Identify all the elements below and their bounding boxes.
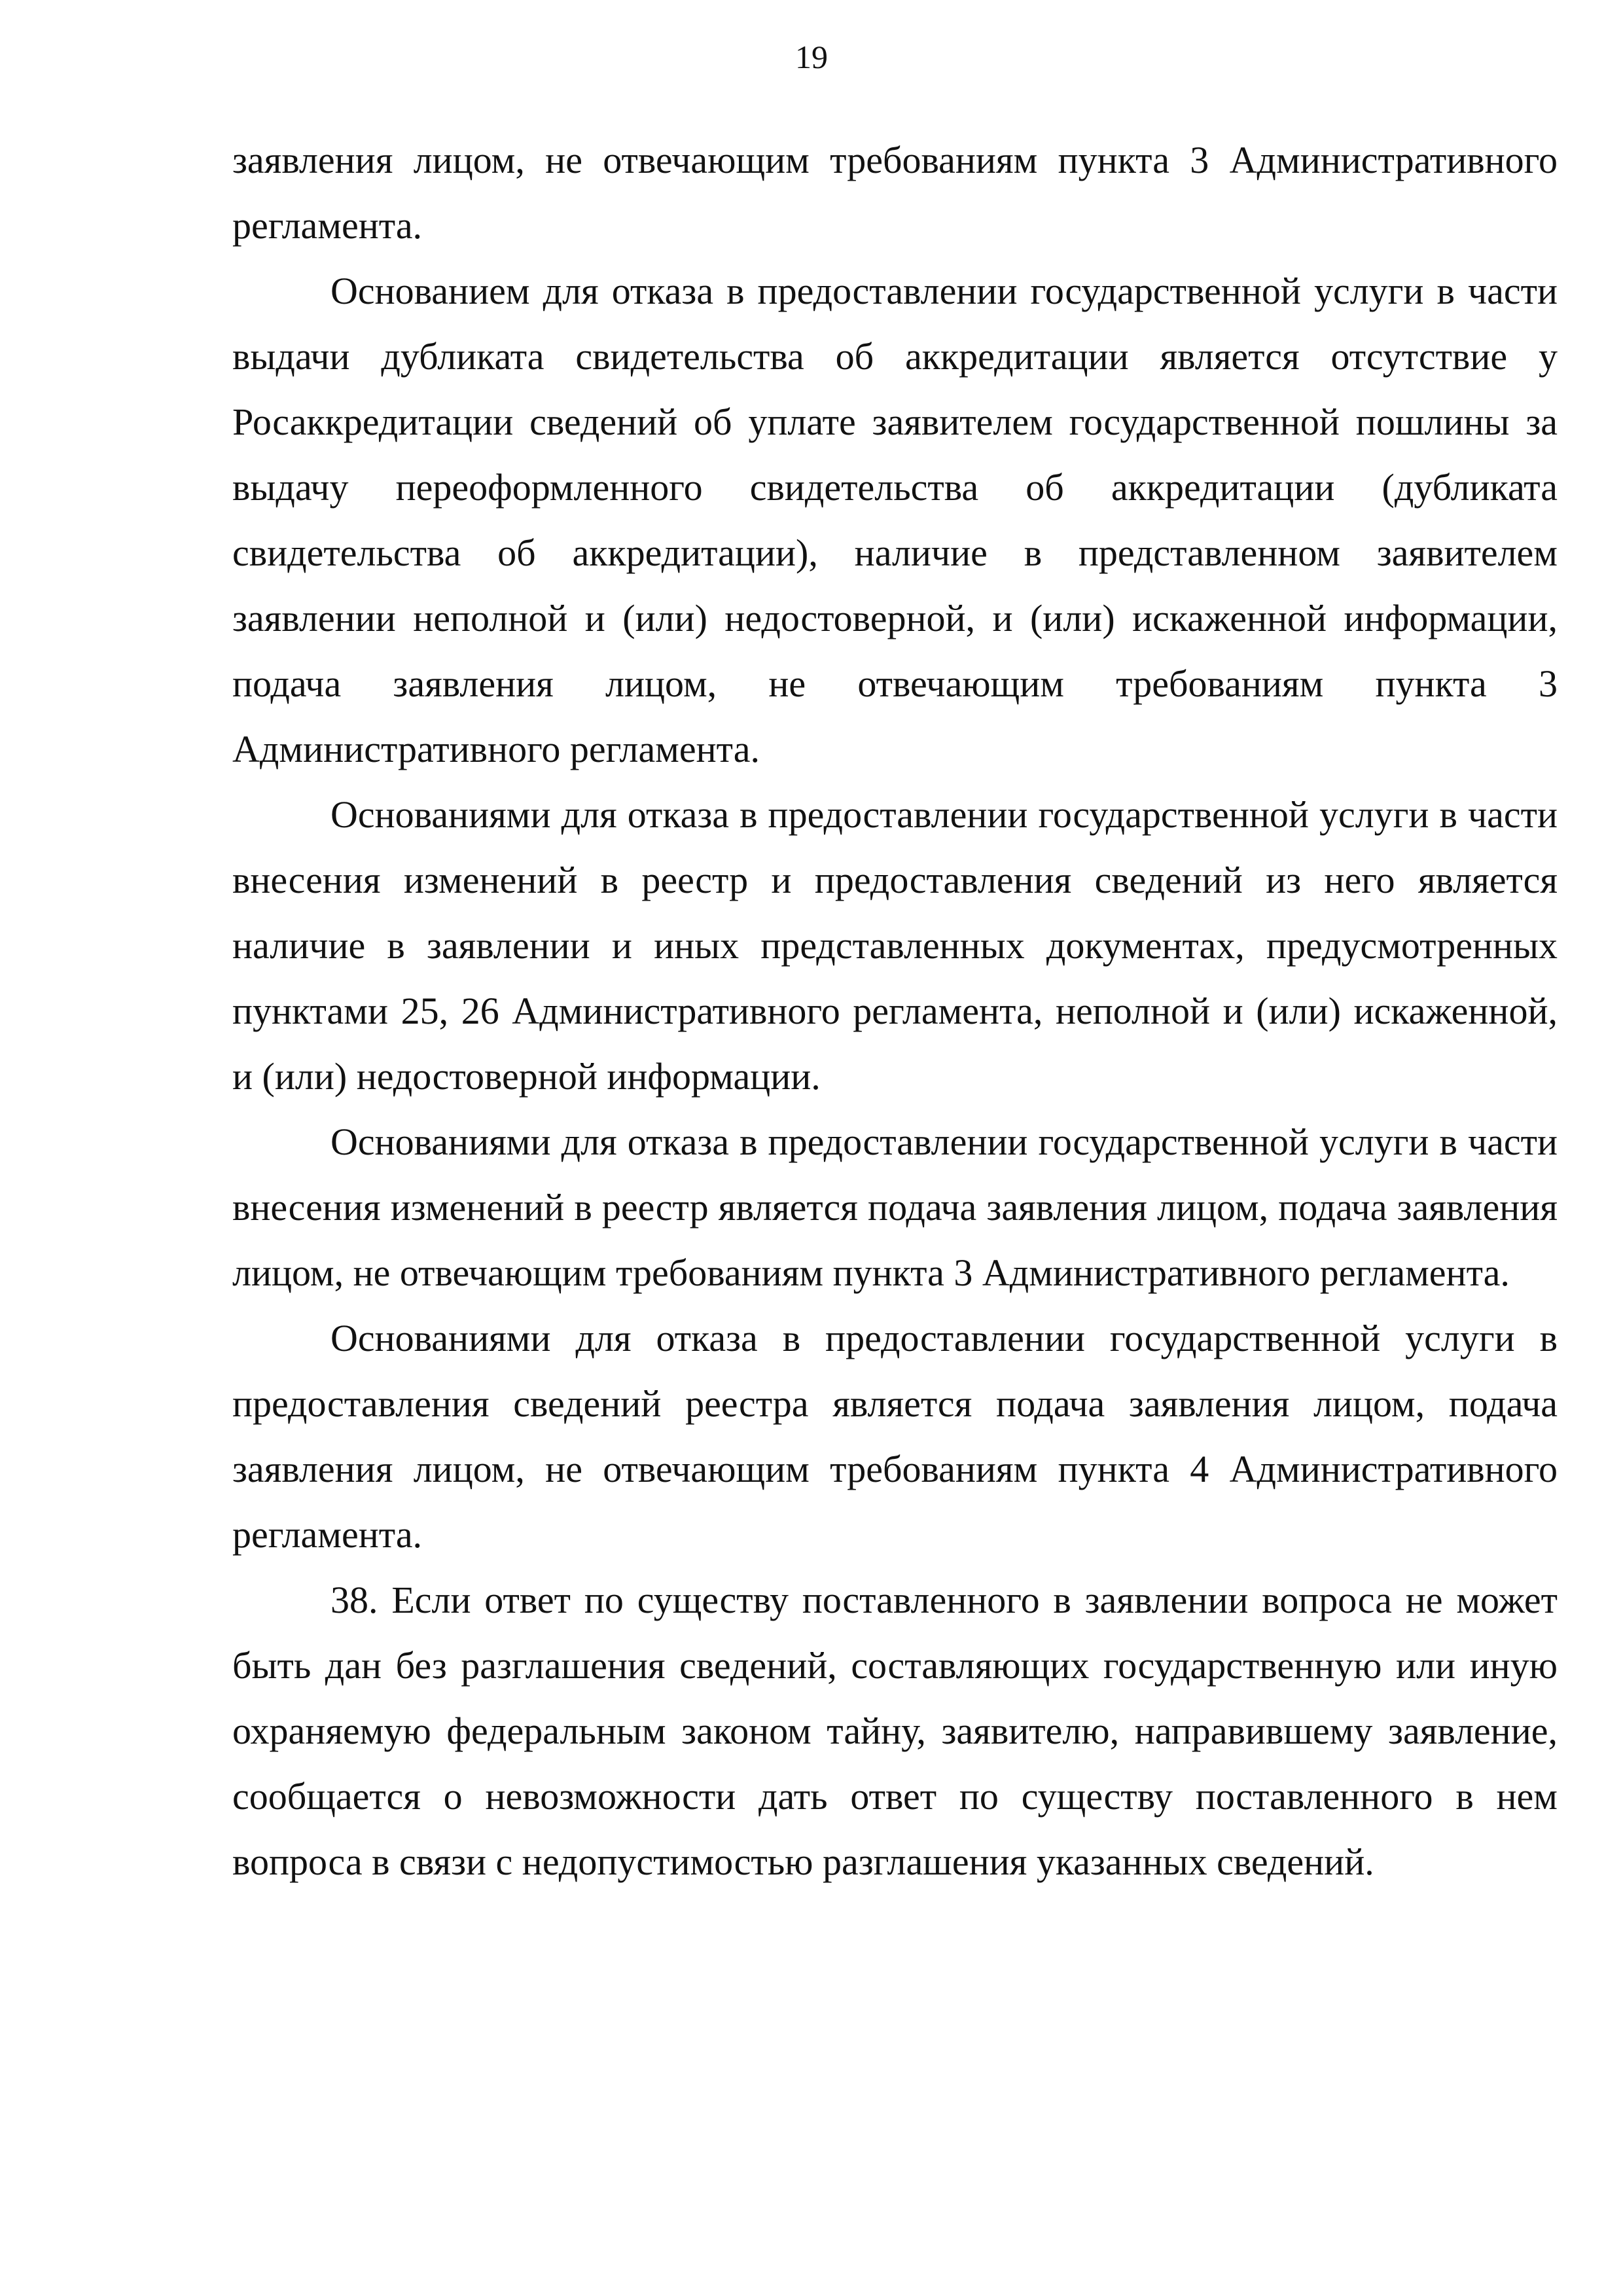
paragraph-duplicate-refusal: Основанием для отказа в предоставлении государственной услуги в части выдачи дубликата свидетельства об аккредитации является отсутствие у Росаккредитации сведений об уплате заявителем государственной пошлины за выдачу переоформленного свидетельства об аккредитации (дубликата свидетельства об аккредитации), наличие в представленном заявителем заявлении неполной и (или) недостоверной, и (или) искаженной информации, подача заявления лицом, не отвечающим требованиям пункта 3 Административного регламента. bbox=[232, 270, 1558, 770]
paragraph-continuation: заявления лицом, не отвечающим требованиям пункта 3 Административного регламента. bbox=[232, 139, 1558, 247]
paragraph-registry-changes-refusal: Основаниями для отказа в предоставлении государственной услуги в части внесения изменений в реестр и предоставления сведений из него является наличие в заявлении и иных представленных документах, предусмотренных пунктами 25, 26 Административного регламента, неполной и (или) искаженной, и (или) недостоверной информации. bbox=[232, 793, 1558, 1098]
document-body bbox=[232, 128, 1558, 1895]
page-number: 19 bbox=[795, 39, 828, 75]
paragraph-registry-info-refusal: Основаниями для отказа в предоставлении государственной услуги в предоставления сведений реестра является подача заявления лицом, подача заявления лицом, не отвечающим требованиям пункта 4 Административного регламента. bbox=[232, 1317, 1558, 1556]
paragraph-item-38: 38. Если ответ по существу поставленного в заявлении вопроса не может быть дан без разглашения сведений, составляющих государственную или иную охраняемую федеральным законом тайну, заявителю, направившему заявление, сообщается о невозможности дать ответ по существу поставленного в нем вопроса в связи с недопустимостью разглашения указанных сведений. bbox=[232, 1579, 1558, 1883]
paragraph-registry-changes-applicant: Основаниями для отказа в предоставлении государственной услуги в части внесения изменений в реестр является подача заявления лицом, подача заявления лицом, не отвечающим требованиям пункта 3 Административного регламента. bbox=[232, 1121, 1558, 1294]
